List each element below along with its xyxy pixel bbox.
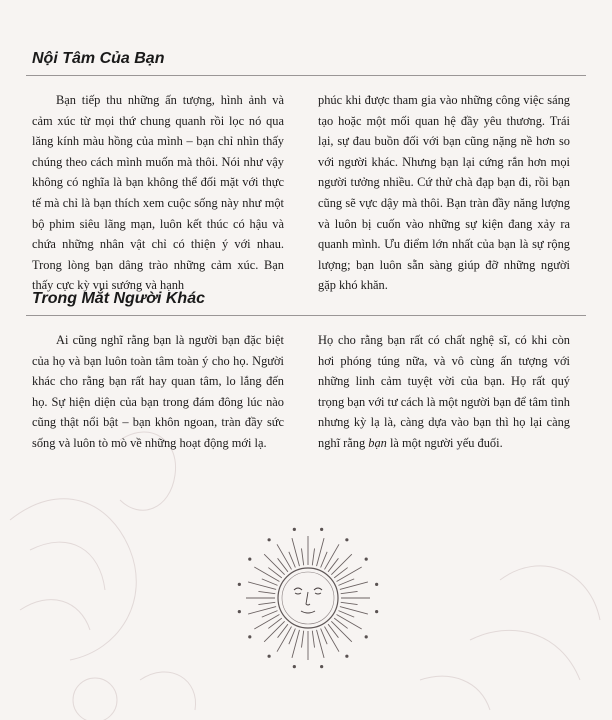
section-divider	[26, 315, 586, 316]
section2-right-text-before: Họ cho rằng bạn rất có chất nghệ sĩ, có khi còn hơi phóng túng nữa, và vô cùng ấn tượng với những linh cảm tuyệt vời của bạn. Họ rất quý trọng bạn với tư cách là một người bạn để tâm tình nhưng kỳ lạ là, càng dựa vào bạn thì họ lại càng nghĩ rằng	[318, 333, 570, 450]
section-divider	[26, 75, 586, 76]
section1-left-paragraph: Bạn tiếp thu những ấn tượng, hình ảnh và cảm xúc từ mọi thứ chung quanh rồi lọc nó qua lăng kính màu hồng của mình – bạn chỉ nhìn thấy chúng theo cách mình muốn mà thôi. Nói như vậy không có nghĩa là bạn không thể đối mặt với thực tế mà chỉ là bạn thích xem cuộc sống này như một bộ phim siêu lãng mạn, luôn kết thúc có hậu và chứa những nhân vật chỉ có thiện ý với nhau. Trong lòng bạn dâng trào những cảm xúc. Bạn thấy cực kỳ vui sướng và hạnh	[32, 93, 284, 293]
section2-right-column	[318, 330, 570, 454]
section2-right-paragraph	[318, 330, 570, 454]
section-title-others-view: Trong Mắt Người Khác	[32, 290, 205, 307]
section1-right-column	[318, 90, 570, 296]
section2-left-column	[32, 330, 284, 454]
section1-left-column	[32, 90, 284, 296]
section-title-inner-self: Nội Tâm Của Bạn	[32, 50, 165, 67]
sun-face-icon	[230, 520, 386, 676]
section1-right-paragraph: phúc khi được tham gia vào những công việc sáng tạo hoặc một mối quan hệ đầy yêu thương. Trái lại, sự đau buồn đối với bạn cũng nặng nề hơn so với người khác. Nhưng bạn lại cứng rắn hơn mọi người tưởng nhiều. Cứ thử chà đạp bạn đi, rồi bạn cũng sẽ vực dậy mà thôi. Bạn tràn đầy năng lượng và luôn bị cuốn vào những sự kiện đang xảy ra quanh mình. Ưu điểm lớn nhất của bạn là sự rộng lượng; bạn luôn sẵn sàng giúp đỡ những người gặp khó khăn.	[318, 93, 570, 293]
section2-right-emphasis: bạn	[368, 435, 387, 450]
section2-right-text-after: là một người yếu đuối.	[386, 435, 503, 450]
section2-left-paragraph: Ai cũng nghĩ rằng bạn là người bạn đặc biệt của họ và bạn luôn toàn tâm toàn ý cho họ. Người khác cho rằng bạn rất hay quan tâm, lo lắng đến họ. Sự hiện diện của bạn trong đám đông lúc nào cũng thật nổi bật – bạn khôn ngoan, tràn đầy sức sống và luôn tò mò về những hoạt động mới lạ.	[32, 333, 284, 450]
